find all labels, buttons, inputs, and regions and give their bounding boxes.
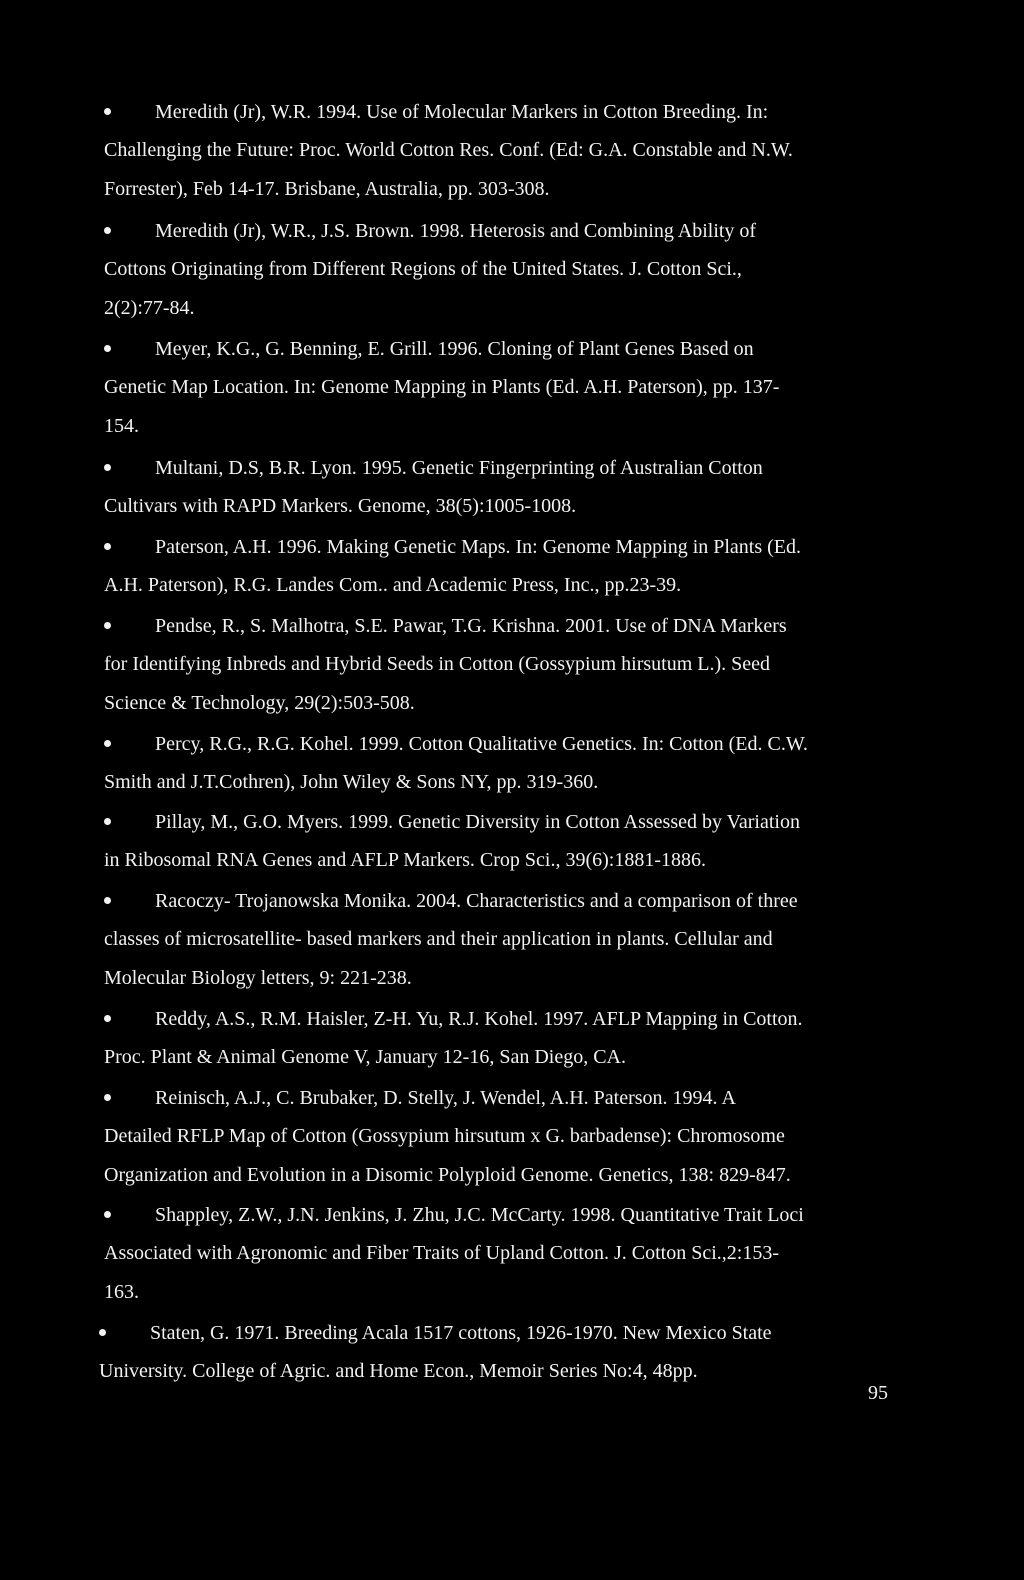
bullet-icon [104, 1015, 111, 1022]
reference-item [104, 607, 904, 722]
reference-text: Proc. Plant & Animal Genome V, January 12-16, San Diego, CA. [104, 1046, 626, 1069]
reference-item [104, 803, 904, 880]
reference-text: 154. [104, 414, 139, 437]
reference-text: Reddy, A.S., R.M. Haisler, Z-H. Yu, R.J. Kohel. 1997. AFLP Mapping in Cotton. [155, 1008, 803, 1030]
reference-text: Detailed RFLP Map of Cotton (Gossypium hirsutum x G. barbadense): Chromosome [104, 1125, 785, 1148]
reference-text: A.H. Paterson), R.G. Landes Com.. and Academic Press, Inc., pp.23-39. [104, 574, 682, 597]
bullet-icon [104, 345, 111, 352]
reference-text: Percy, R.G., R.G. Kohel. 1999. Cotton Qualitative Genetics. In: Cotton (Ed. C.W. [155, 733, 808, 755]
reference-text: Reinisch, A.J., C. Brubaker, D. Stelly, J. Wendel, A.H. Paterson. 1994. A [155, 1087, 736, 1109]
bullet-icon [104, 740, 111, 747]
reference-text: 163. [104, 1280, 139, 1303]
reference-text: Molecular Biology letters, 9: 221-238. [104, 966, 412, 989]
bullet-icon [104, 818, 111, 825]
bullet-icon [99, 1329, 106, 1336]
reference-item [104, 212, 904, 327]
reference-item [104, 1196, 904, 1311]
reference-text: Associated with Agronomic and Fiber Traits of Upland Cotton. J. Cotton Sci.,2:153- [104, 1242, 779, 1265]
reference-text: Racoczy- Trojanowska Monika. 2004. Characteristics and a comparison of three [155, 890, 798, 912]
reference-text: Forrester), Feb 14-17. Brisbane, Australia, pp. 303-308. [104, 177, 550, 200]
bullet-icon [104, 1211, 111, 1218]
reference-text: Staten, G. 1971. Breeding Acala 1517 cottons, 1926-1970. New Mexico State [150, 1322, 772, 1344]
bullet-icon [104, 622, 111, 629]
reference-text: Meyer, K.G., G. Benning, E. Grill. 1996. Cloning of Plant Genes Based on [155, 338, 754, 360]
reference-item [104, 330, 904, 445]
reference-item [104, 1000, 904, 1077]
reference-text: classes of microsatellite- based markers and their application in plants. Cellular and [104, 928, 773, 951]
reference-text: Genetic Map Location. In: Genome Mapping in Plants (Ed. A.H. Paterson), pp. 137- [104, 376, 780, 399]
reference-text: in Ribosomal RNA Genes and AFLP Markers. Crop Sci., 39(6):1881-1886. [104, 849, 707, 872]
reference-text: Meredith (Jr), W.R. 1994. Use of Molecular Markers in Cotton Breeding. In: [155, 101, 769, 123]
bullet-icon [104, 108, 111, 115]
bullet-icon [104, 897, 111, 904]
reference-text: Pendse, R., S. Malhotra, S.E. Pawar, T.G. Krishna. 2001. Use of DNA Markers [155, 615, 787, 637]
page-number: 95 [868, 1382, 888, 1404]
reference-text: Cottons Originating from Different Regions of the United States. J. Cotton Sci., [104, 258, 742, 281]
reference-text: Smith and J.T.Cothren), John Wiley & Sons NY, pp. 319-360. [104, 771, 599, 794]
reference-text: Science & Technology, 29(2):503-508. [104, 691, 415, 714]
reference-text: Organization and Evolution in a Disomic Polyploid Genome. Genetics, 138: 829-847. [104, 1163, 791, 1186]
bullet-icon [104, 464, 111, 471]
bullet-icon [104, 543, 111, 550]
reference-item [104, 1079, 904, 1194]
reference-text: University. College of Agric. and Home Econ., Memoir Series No:4, 48pp. [99, 1360, 698, 1383]
reference-text: Paterson, A.H. 1996. Making Genetic Maps. In: Genome Mapping in Plants (Ed. [155, 536, 802, 558]
reference-text: Multani, D.S, B.R. Lyon. 1995. Genetic Fingerprinting of Australian Cotton [155, 457, 763, 479]
reference-item [104, 93, 904, 208]
reference-text: 2(2):77-84. [104, 296, 195, 319]
reference-item [104, 725, 904, 802]
bullet-icon [104, 1094, 111, 1101]
reference-text: Shappley, Z.W., J.N. Jenkins, J. Zhu, J.C. McCarty. 1998. Quantitative Trait Loci [155, 1204, 804, 1226]
reference-text: Cultivars with RAPD Markers. Genome, 38(5):1005-1008. [104, 495, 577, 518]
bullet-icon [104, 227, 111, 234]
reference-text: Pillay, M., G.O. Myers. 1999. Genetic Diversity in Cotton Assessed by Variation [155, 811, 800, 833]
reference-text: Challenging the Future: Proc. World Cotton Res. Conf. (Ed: G.A. Constable and N.W. [104, 139, 793, 162]
reference-item [99, 1314, 899, 1391]
reference-item [104, 528, 904, 605]
reference-text: Meredith (Jr), W.R., J.S. Brown. 1998. Heterosis and Combining Ability of [155, 220, 757, 242]
reference-text: for Identifying Inbreds and Hybrid Seeds in Cotton (Gossypium hirsutum L.). Seed [104, 653, 771, 676]
reference-item [104, 449, 904, 526]
reference-item [104, 882, 904, 997]
